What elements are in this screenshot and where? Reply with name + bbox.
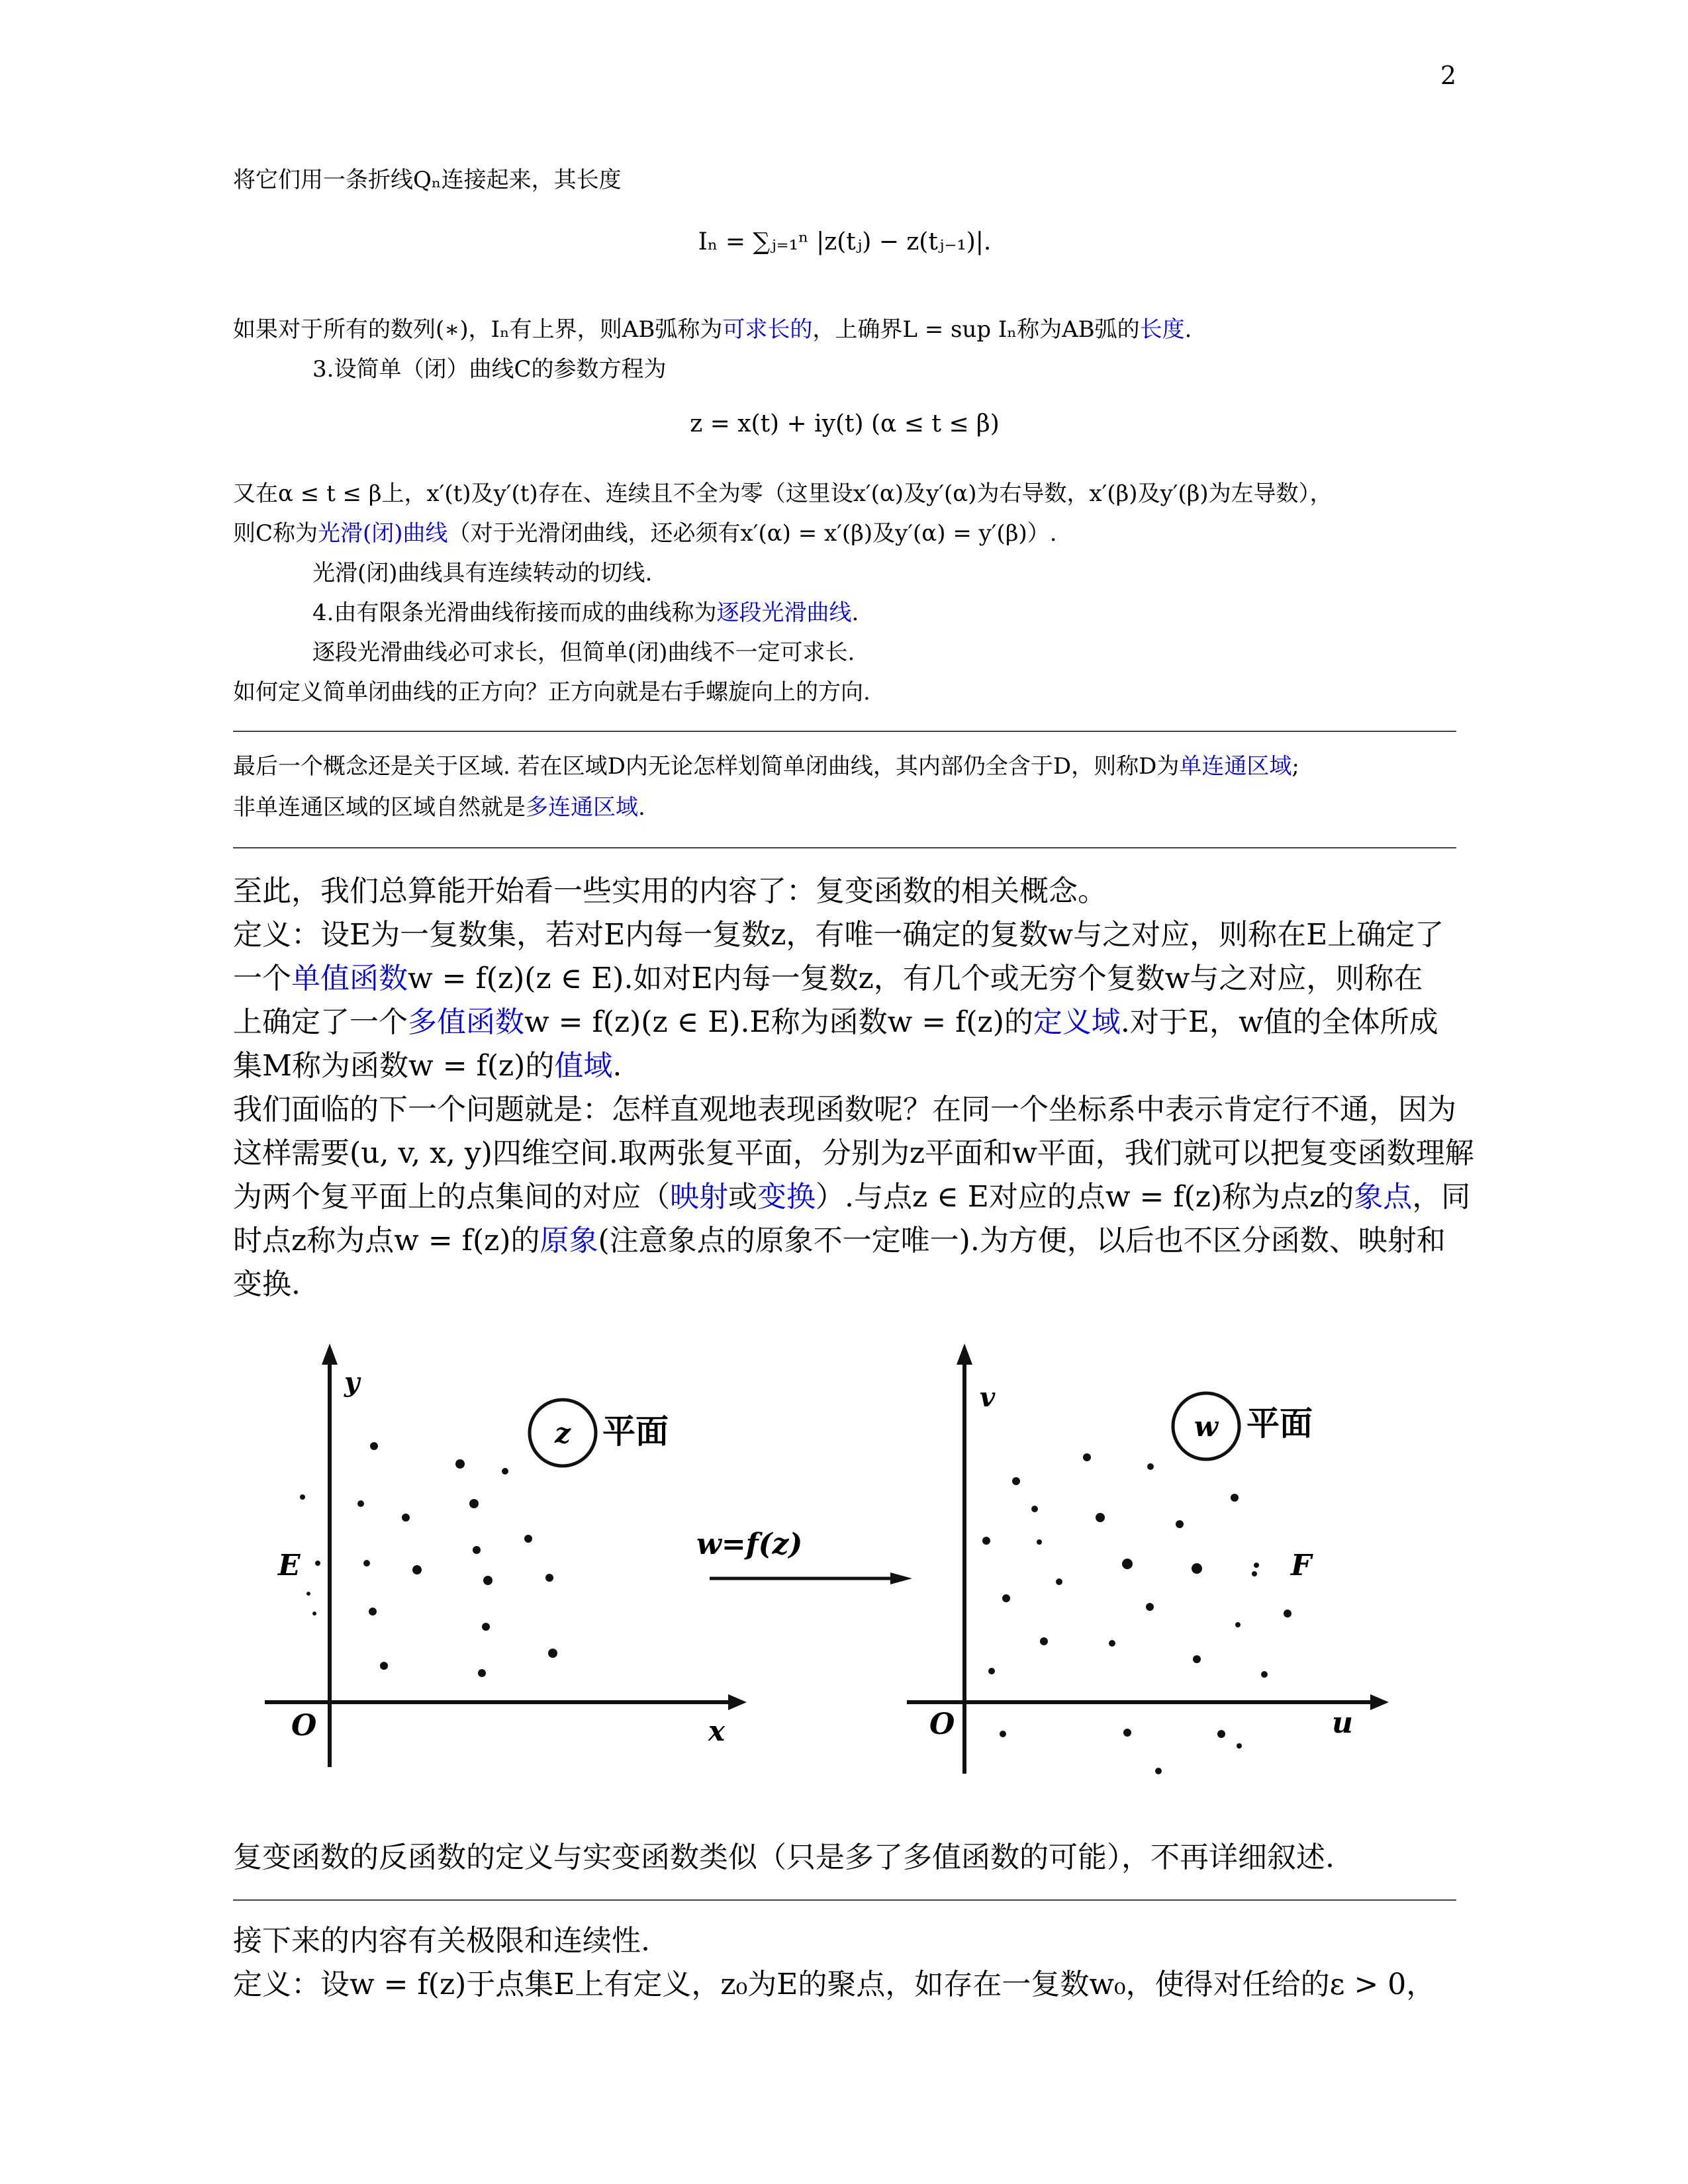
keyword-smooth-curve: 光滑(闭)曲线 [318,520,448,547]
right-point-set [982,1453,1291,1774]
keyword-mapping: 映射 [670,1180,728,1214]
point [1231,1494,1239,1502]
text: （对于光滑闭曲线，还必须有x′(α) = x′(β)及y′(α) = y′(β)）. [447,520,1057,547]
point [369,1608,377,1615]
keyword-length: 长度 [1139,316,1185,343]
point [1083,1453,1091,1461]
keyword-simply-connected: 单连通区域 [1179,753,1292,780]
text: 一个 [233,962,291,995]
point [482,1623,490,1631]
text-line: 定义：设E为一复数集，若对E内每一复数z，有唯一确定的复数w与之对应，则称在E上确定了 [233,918,1444,952]
point [1261,1671,1268,1678]
point [1012,1477,1020,1485]
point [982,1537,990,1545]
length-equation: Iₙ = ∑ⱼ₌₁ⁿ |z(tⱼ) − z(tⱼ₋₁)|. [698,228,992,255]
mapping-arrowhead [890,1572,912,1584]
mapping-label: w=f(z) [696,1527,803,1561]
smooth-curve-definition [233,515,1057,547]
point [1037,1539,1042,1545]
text-line [233,954,1423,997]
keyword-preimage: 原象 [539,1224,598,1257]
keyword-multiply-connected: 多连通区域 [526,794,638,821]
point [412,1565,422,1574]
text: 最后一个概念还是关于区域. 若在区域D内无论怎样划简单闭曲线，其内部仍全含于D，则称D为 [233,753,1180,780]
point [306,1592,310,1596]
point [1040,1637,1048,1645]
point [1252,1571,1257,1576]
set-f-label: F [1291,1549,1312,1582]
point [478,1669,486,1677]
inverse-function-note: 复变函数的反函数的定义与实变函数类似（只是多了多值函数的可能），不再详细叙述. [233,1841,1335,1874]
point [1096,1513,1105,1522]
parametric-equation: z = x(t) + iy(t) (α ≤ t ≤ β) [690,410,1000,437]
point [483,1576,492,1585]
point [1122,1559,1133,1569]
right-u-arrow [1370,1694,1389,1710]
text: w = f(z)(z ∈ E).E称为函数w = f(z)的 [524,1005,1033,1039]
text: 非单连通区域的区域自然就是 [233,794,526,821]
point [300,1494,305,1500]
mapping-figure [252,1317,1390,1807]
point [357,1500,364,1507]
divider [233,847,1456,848]
item-4 [312,594,859,627]
simply-connected-definition [233,748,1299,780]
text: 为两个复平面上的点集间的对应（ [233,1180,670,1214]
piecewise-note: 逐段光滑曲线必可求长，但简单(闭)曲线不一定可求长. [312,639,855,666]
left-point-set [300,1442,557,1677]
point [1237,1743,1242,1749]
divider [233,1899,1456,1901]
keyword-piecewise-smooth: 逐段光滑曲线 [716,600,852,626]
text-line: 变换. [233,1267,301,1301]
keyword-transformation: 变换 [757,1180,816,1214]
keyword-rectifiable: 可求长的 [722,316,813,343]
text-line [233,1173,1470,1215]
left-y-label: y [344,1367,360,1398]
point [1193,1655,1201,1663]
point [1235,1622,1241,1627]
text-line: 接下来的内容有关极限和连续性. [233,1924,650,1958]
text-line: 定义：设w = f(z)于点集E上有定义，z₀为E的聚点，如存在一复数w₀，使得对任给的ε > 0， [233,1968,1436,2001]
set-e-label: E [278,1549,301,1582]
item-3: 3.设简单（闭）曲线C的参数方程为 [312,356,667,383]
multiply-connected-definition [233,789,645,821]
text: . [612,1049,622,1083]
text-line: 至此，我们总算能开始看一些实用的内容了：复变函数的相关概念。 [233,874,1107,908]
point [315,1561,320,1566]
text: 上确定了一个 [233,1005,408,1039]
keyword-range: 值域 [554,1049,613,1083]
divider [233,731,1456,732]
point [1146,1603,1154,1611]
keyword-single-valued: 单值函数 [291,962,408,995]
point [1000,1731,1006,1737]
right-u-label: u [1332,1706,1353,1740]
text: . [1184,316,1192,343]
text: 4.由有限条光滑曲线衔接而成的曲线称为 [312,600,717,626]
point [1192,1563,1202,1574]
point [1284,1610,1291,1617]
text: . [851,600,859,626]
tangent-note: 光滑(闭)曲线具有连续转动的切线. [312,560,653,586]
right-origin-label: O [929,1707,955,1741]
rectifiable-definition [233,311,1192,343]
z-plane-word: 平面 [602,1412,669,1451]
point [1176,1520,1184,1528]
text: 则C称为 [233,520,318,547]
point [1123,1729,1131,1737]
text-line [233,1216,1446,1259]
point [1002,1594,1010,1602]
point [455,1459,465,1469]
page-number: 2 [1440,61,1456,90]
text-line [233,998,1438,1040]
point [1217,1730,1225,1738]
keyword-domain: 定义域 [1033,1005,1121,1039]
point [1254,1563,1259,1568]
point [545,1574,553,1582]
text: 时点z称为点w = f(z)的 [233,1224,540,1257]
w-plane-word: 平面 [1246,1404,1313,1443]
point [380,1662,388,1670]
point [1147,1463,1154,1470]
left-y-arrow [322,1343,338,1365]
text: ）.与点z ∈ E对应的点w = f(z)称为点z的 [816,1180,1354,1214]
point [469,1499,479,1508]
keyword-image-point: 象点 [1354,1180,1413,1214]
text: 集M称为函数w = f(z)的 [233,1049,555,1083]
text: w = f(z)(z ∈ E).如对E内每一复数z，有几个或无穷个复数w与之对应，则称在 [408,962,1423,995]
point [370,1442,378,1450]
point [402,1514,410,1522]
text-line: 我们面临的下一个问题就是：怎样直观地表现函数呢？在同一个坐标系中表示肯定行不通，因为 [233,1093,1456,1126]
right-v-label: v [980,1382,996,1413]
text: 如果对于所有的数列(∗)，Iₙ有上界，则AB弧称为 [233,316,723,343]
left-x-arrow [728,1694,747,1710]
left-origin-label: O [291,1709,317,1743]
text: ，上确界L = sup Iₙ称为AB弧的 [812,316,1140,343]
intro-line: 将它们用一条折线Qₙ连接起来，其长度 [233,167,622,193]
point [548,1649,557,1658]
text: . [638,794,645,821]
point [524,1535,532,1543]
z-plane-letter: z [555,1417,571,1449]
text-line: 这样需要(u, v, x, y)四维空间.取两张复平面，分别为z平面和w平面，我们就可以把复变函数理解 [233,1136,1474,1170]
text: (注意象点的原象不一定唯一).为方便，以后也不区分函数、映射和 [598,1224,1446,1257]
smooth-condition-line: 又在α ≤ t ≤ β上，x′(t)及y′(t)存在、连续且不全为零（这里设x′(α)及y′(α)为右导数，x′(β)及y′(β)为左导数）， [233,480,1333,507]
keyword-multi-valued: 多值函数 [408,1005,524,1039]
point [312,1612,316,1615]
point [1155,1768,1162,1774]
point [1031,1506,1038,1512]
point [1109,1640,1115,1647]
text: ; [1291,753,1299,780]
text: ，同 [1412,1180,1471,1214]
text: 或 [728,1180,757,1214]
left-x-label: x [708,1715,726,1747]
point [1056,1578,1062,1585]
w-plane-letter: w [1194,1410,1219,1443]
text-line [233,1042,622,1084]
point [988,1668,995,1674]
text: .对于E，w值的全体所成 [1120,1005,1438,1039]
point [502,1468,508,1475]
right-v-arrow [957,1343,972,1365]
point [363,1560,370,1567]
point [473,1546,481,1554]
orientation-note: 如何定义简单闭曲线的正方向？正方向就是右手螺旋向上的方向. [233,679,870,705]
